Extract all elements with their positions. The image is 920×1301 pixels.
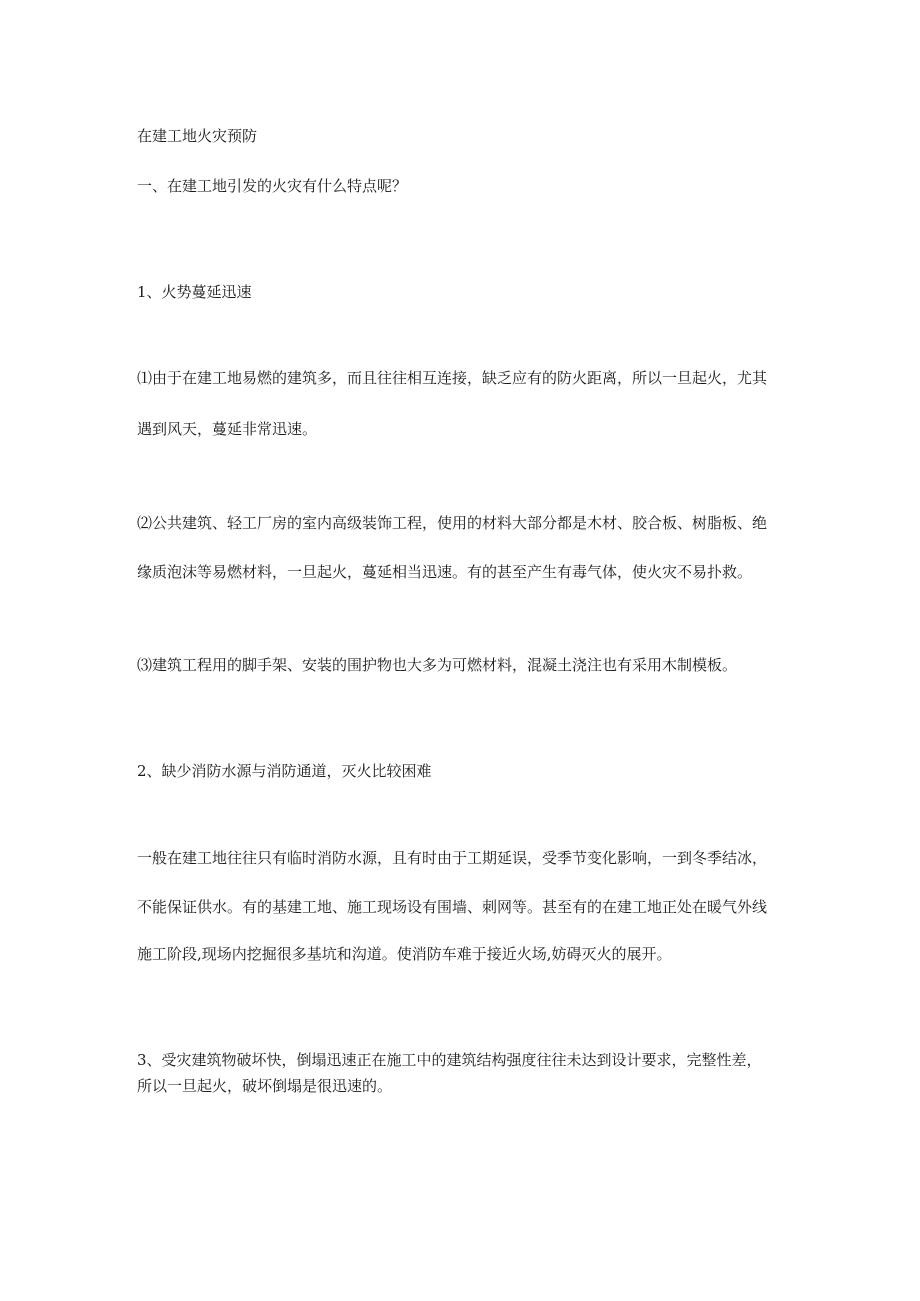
paragraph-line: 施工阶段,现场内挖掘很多基坑和沟道。使消防车难于接近火场,妨碍灭火的展开。 <box>137 945 672 963</box>
section-heading-2: 2、缺少消防水源与消防通道，灭火比较困难 <box>137 762 432 780</box>
section-heading-3: 3、受灾建筑物破坏快，倒塌迅速正在施工中的建筑结构强度往往未达到设计要求，完整性差， <box>137 1051 762 1069</box>
paragraph-line: ⑶建筑工程用的脚手架、安装的围护物也大多为可燃材料，混凝土浇注也有采用木制模板。 <box>137 656 738 674</box>
paragraph-line: ⑵公共建筑、轻工厂房的室内高级装饰工程，使用的材料大部分都是木材、胶合板、树脂板、绝 <box>137 514 768 532</box>
paragraph-line: 不能保证供水。有的基建工地、施工现场设有围墙、刺网等。甚至有的在建工地正处在暖气外线 <box>137 898 768 916</box>
paragraph-line: 遇到风天，蔓延非常迅速。 <box>137 420 318 438</box>
section-question: 一、在建工地引发的火灾有什么特点呢？ <box>137 177 408 195</box>
paragraph-line: ⑴由于在建工地易燃的建筑多，而且往往相互连接，缺乏应有的防火距离，所以一旦起火，尤其 <box>137 369 768 387</box>
document-title: 在建工地火灾预防 <box>137 127 258 145</box>
section-heading-1: 1、火势蔓延迅速 <box>137 283 252 301</box>
paragraph-line: 缘质泡沫等易燃材料，一旦起火，蔓延相当迅速。有的甚至产生有毒气体，使火灾不易扑救。 <box>137 563 753 581</box>
paragraph-line: 所以一旦起火，破坏倒塌是很迅速的。 <box>137 1077 393 1095</box>
paragraph-line: 一般在建工地往往只有临时消防水源，且有时由于工期延误，受季节变化影响，一到冬季结冰， <box>137 849 768 867</box>
